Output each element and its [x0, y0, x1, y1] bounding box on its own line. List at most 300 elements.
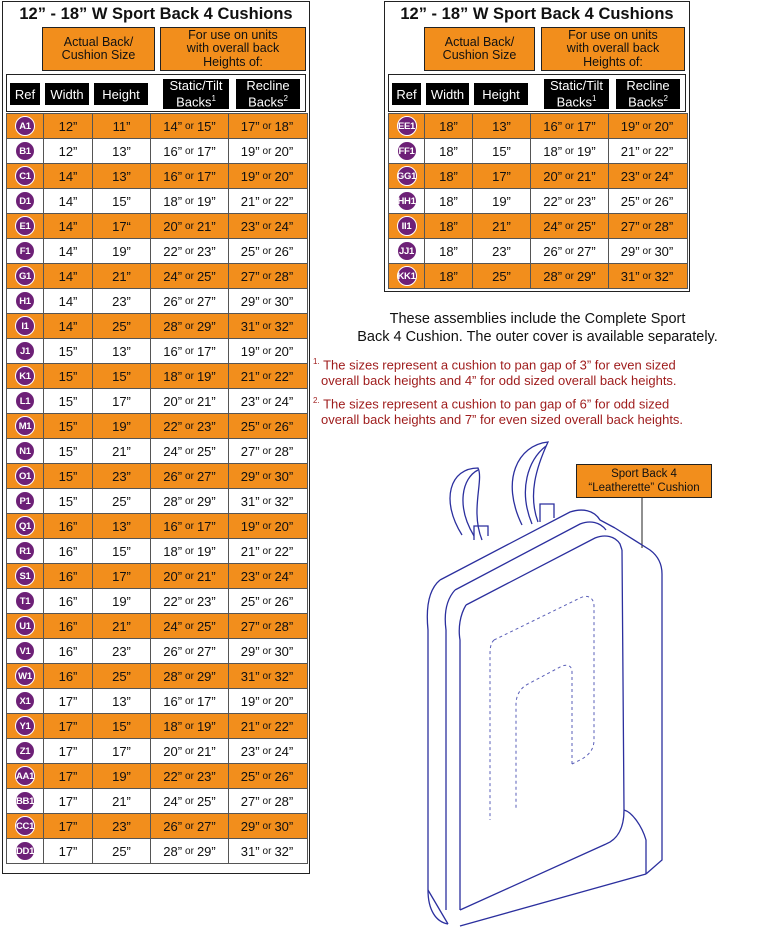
- or-word: or: [262, 420, 272, 432]
- ref-cell: [389, 239, 425, 263]
- table-row: [389, 164, 687, 189]
- static-tilt-cell-low: 22”: [543, 193, 563, 209]
- recline-cell: [229, 539, 305, 563]
- static-tilt-cell-low: 18”: [163, 368, 183, 384]
- or-word: or: [185, 145, 194, 157]
- or-word: or: [262, 670, 272, 682]
- static-tilt-cell-low: 16”: [163, 143, 183, 159]
- right-tab: [540, 504, 554, 522]
- recline-cell-high: 26”: [274, 768, 294, 784]
- recline-cell-high: 26”: [654, 193, 674, 209]
- width-cell: 17”: [44, 689, 93, 713]
- or-word: or: [642, 220, 652, 232]
- static-tilt-cell: [151, 114, 229, 138]
- or-word: or: [262, 595, 272, 607]
- recline-cell: [229, 339, 305, 363]
- or-word: or: [185, 795, 194, 807]
- width-cell: 14”: [44, 214, 93, 238]
- table-row: [7, 239, 307, 264]
- footnote-1-line: overall back heights and 4” for odd sized overall back heights.: [321, 373, 677, 389]
- left-col-recline: [236, 79, 300, 109]
- ref-badge: II1: [397, 216, 417, 236]
- table-row: [7, 314, 307, 339]
- static-tilt-cell-high: 19”: [196, 543, 216, 559]
- ref-cell: [389, 139, 425, 163]
- ref-cell: [7, 564, 44, 588]
- right-size-header: [424, 27, 535, 71]
- static-tilt-cell-high: 29”: [196, 318, 216, 334]
- recline-cell: [609, 239, 685, 263]
- recline-cell: [229, 414, 305, 438]
- or-word: or: [262, 220, 272, 232]
- ref-badge: H1: [15, 291, 35, 311]
- recline-cell: [229, 664, 305, 688]
- ref-badge: G1: [15, 266, 35, 286]
- left-table-title: 12” - 18” W Sport Back 4 Cushions: [19, 5, 293, 23]
- recline-cell-low: 27”: [240, 268, 260, 284]
- static-tilt-cell: [151, 739, 229, 763]
- recline-cell-high: 28”: [274, 443, 294, 459]
- or-word: or: [185, 820, 194, 832]
- or-word: or: [262, 295, 272, 307]
- static-tilt-cell: [151, 564, 229, 588]
- recline-cell-low: 19”: [620, 118, 640, 134]
- ref-badge: J1: [15, 341, 35, 361]
- recline-cell-high: 26”: [274, 593, 294, 609]
- static-tilt-cell-low: 18”: [543, 143, 563, 159]
- static-tilt-cell: [151, 489, 229, 513]
- static-tilt-cell-high: 23”: [196, 768, 216, 784]
- recline-cell-low: 25”: [240, 243, 260, 259]
- ref-badge: U1: [15, 616, 35, 636]
- static-tilt-cell-high: 17”: [196, 143, 216, 159]
- static-tilt-cell: [531, 189, 609, 213]
- recline-cell-low: 31”: [240, 493, 260, 509]
- or-word: or: [185, 670, 194, 682]
- ref-cell: [7, 739, 44, 763]
- right-strap: [512, 442, 548, 525]
- or-word: or: [185, 220, 194, 232]
- recline-cell: [229, 139, 305, 163]
- table-row: [7, 364, 307, 389]
- recline-cell: [609, 164, 685, 188]
- ref-cell: [389, 189, 425, 213]
- static-tilt-cell-high: 23”: [196, 593, 216, 609]
- recline-cell: [229, 764, 305, 788]
- ref-cell: [7, 139, 44, 163]
- width-cell: 16”: [44, 589, 93, 613]
- recline-cell-high: 30”: [274, 643, 294, 659]
- table-row: [7, 714, 307, 739]
- cushion-bottom-right-corner: [624, 810, 646, 874]
- recline-cell-high: 24”: [274, 218, 294, 234]
- or-word: or: [185, 195, 194, 207]
- static-tilt-cell-low: 22”: [163, 593, 183, 609]
- static-tilt-cell: [151, 439, 229, 463]
- height-cell: 15”: [93, 539, 151, 563]
- ref-badge: I1: [15, 316, 35, 336]
- width-cell: 16”: [44, 614, 93, 638]
- static-tilt-cell-high: 19”: [196, 718, 216, 734]
- footnote-2: [313, 393, 762, 428]
- static-tilt-cell-high: 25”: [196, 618, 216, 634]
- static-tilt-cell-high: 21”: [576, 168, 596, 184]
- or-word: or: [185, 595, 194, 607]
- static-tilt-cell-low: 22”: [163, 418, 183, 434]
- static-tilt-cell-high: 19”: [576, 143, 596, 159]
- recline-cell: [229, 214, 305, 238]
- static-tilt-cell-low: 24”: [163, 618, 183, 634]
- static-tilt-cell-low: 24”: [163, 443, 183, 459]
- right-table-title: 12” - 18” W Sport Back 4 Cushions: [400, 5, 674, 23]
- height-cell: 21”: [93, 789, 151, 813]
- footnote-mark-1: 1: [211, 94, 216, 104]
- or-word: or: [185, 295, 194, 307]
- width-cell: 15”: [44, 389, 93, 413]
- recline-cell-low: 23”: [240, 743, 260, 759]
- width-cell: 17”: [44, 814, 93, 838]
- ref-badge: CC1: [15, 816, 35, 836]
- static-tilt-cell-high: 25”: [576, 218, 596, 234]
- col-recline-word: Backs: [248, 94, 284, 110]
- static-tilt-cell-low: 16”: [163, 693, 183, 709]
- height-cell: 13”: [93, 339, 151, 363]
- ref-badge: L1: [15, 391, 35, 411]
- or-word: or: [262, 820, 272, 832]
- ref-cell: [7, 614, 44, 638]
- footnote-1: [313, 354, 762, 389]
- or-word: or: [185, 120, 194, 132]
- recline-cell: [609, 139, 685, 163]
- height-cell: 23”: [93, 639, 151, 663]
- table-row: [7, 689, 307, 714]
- ref-badge: B1: [15, 141, 35, 161]
- recline-cell-high: 20”: [274, 343, 294, 359]
- recline-cell: [229, 264, 305, 288]
- static-tilt-cell-high: 23”: [196, 243, 216, 259]
- recline-cell-high: 28”: [274, 793, 294, 809]
- recline-cell: [229, 189, 305, 213]
- static-tilt-cell-low: 16”: [163, 168, 183, 184]
- or-word: or: [185, 695, 194, 707]
- ref-cell: [7, 239, 44, 263]
- width-cell: 17”: [44, 839, 93, 863]
- recline-cell-high: 28”: [654, 218, 674, 234]
- right-col-width: Width: [426, 83, 469, 105]
- ref-badge: O1: [15, 466, 35, 486]
- ref-badge: GG1: [397, 166, 417, 186]
- or-word: or: [185, 370, 194, 382]
- static-tilt-cell-high: 25”: [196, 793, 216, 809]
- recline-cell-low: 25”: [620, 193, 640, 209]
- width-cell: 17”: [44, 739, 93, 763]
- width-cell: 18”: [425, 189, 473, 213]
- or-word: or: [642, 145, 652, 157]
- recline-cell: [229, 489, 305, 513]
- height-cell: 13”: [93, 139, 151, 163]
- recline-cell-low: 19”: [240, 518, 260, 534]
- footnote-mark-2: 2: [283, 94, 288, 104]
- ref-badge: KK1: [397, 266, 417, 286]
- recline-cell-low: 21”: [240, 193, 260, 209]
- or-word: or: [262, 745, 272, 757]
- height-cell: 17”: [93, 564, 151, 588]
- height-cell: 23”: [93, 464, 151, 488]
- size-header-line: Cushion Size: [442, 48, 517, 62]
- use-header-line: For use on units: [188, 27, 278, 42]
- recline-cell-low: 23”: [240, 568, 260, 584]
- static-tilt-cell: [151, 339, 229, 363]
- height-cell: 21”: [473, 214, 531, 238]
- recline-cell-high: 22”: [274, 368, 294, 384]
- or-word: or: [262, 495, 272, 507]
- ref-cell: [7, 764, 44, 788]
- static-tilt-cell-low: 28”: [543, 268, 563, 284]
- recline-cell: [229, 114, 305, 138]
- ref-cell: [7, 489, 44, 513]
- static-tilt-cell: [151, 764, 229, 788]
- static-tilt-cell-high: 29”: [196, 493, 216, 509]
- static-tilt-cell-high: 27”: [196, 818, 216, 834]
- table-row: [7, 289, 307, 314]
- left-cushion-table: [2, 1, 310, 874]
- height-cell: 17“: [93, 214, 151, 238]
- recline-cell: [229, 839, 305, 863]
- ref-cell: [7, 539, 44, 563]
- static-tilt-cell: [531, 214, 609, 238]
- footnote-2-line: The sizes represent a cushion to pan gap of 6” for odd sized: [323, 396, 670, 412]
- height-cell: 19”: [93, 589, 151, 613]
- table-row: [389, 264, 687, 289]
- table-row: [7, 464, 307, 489]
- col-static-word: Backs: [176, 94, 212, 110]
- footnote-2-mark: 2.: [313, 396, 320, 405]
- right-table-body: [388, 113, 688, 289]
- table-row: [7, 489, 307, 514]
- width-cell: 14”: [44, 189, 93, 213]
- recline-cell-high: 18”: [274, 118, 294, 134]
- recline-cell: [229, 789, 305, 813]
- left-use-header: [160, 27, 306, 71]
- recline-cell-low: 19”: [240, 143, 260, 159]
- static-tilt-cell-low: 20”: [543, 168, 563, 184]
- static-tilt-cell-low: 24”: [163, 793, 183, 809]
- ref-cell: [7, 639, 44, 663]
- static-tilt-cell-low: 20”: [163, 743, 183, 759]
- recline-cell-high: 28”: [274, 268, 294, 284]
- or-word: or: [185, 395, 194, 407]
- recline-cell-low: 25”: [240, 418, 260, 434]
- ref-badge: DD1: [15, 841, 35, 861]
- recline-cell-high: 24”: [274, 393, 294, 409]
- use-header-line: with overall back: [566, 41, 660, 56]
- height-cell: 13”: [473, 114, 531, 138]
- recline-cell-low: 31”: [240, 843, 260, 859]
- height-cell: 19”: [93, 764, 151, 788]
- recline-cell-low: 25”: [240, 768, 260, 784]
- table-row: [389, 114, 687, 139]
- left-size-header: [42, 27, 155, 71]
- recline-cell: [229, 739, 305, 763]
- static-tilt-cell: [531, 264, 609, 288]
- callout-line: “Leatherette” Cushion: [588, 482, 700, 494]
- table-row: [389, 189, 687, 214]
- table-row: [7, 189, 307, 214]
- right-col-recline: [616, 79, 680, 109]
- or-word: or: [262, 245, 272, 257]
- or-word: or: [262, 570, 272, 582]
- or-word: or: [185, 520, 194, 532]
- width-cell: 17”: [44, 714, 93, 738]
- or-word: or: [185, 770, 194, 782]
- or-word: or: [262, 845, 272, 857]
- static-tilt-cell-high: 17”: [196, 518, 216, 534]
- recline-cell-low: 21”: [240, 543, 260, 559]
- ref-badge: P1: [15, 491, 35, 511]
- recline-cell: [609, 214, 685, 238]
- ref-cell: [389, 114, 425, 138]
- width-cell: 14”: [44, 239, 93, 263]
- recline-cell-high: 30”: [274, 293, 294, 309]
- table-row: [7, 514, 307, 539]
- ref-cell: [7, 514, 44, 538]
- recline-cell-high: 20”: [274, 168, 294, 184]
- cushion-left-inner: [445, 590, 455, 910]
- table-row: [7, 789, 307, 814]
- or-word: or: [262, 620, 272, 632]
- width-cell: 14”: [44, 289, 93, 313]
- static-tilt-cell-high: 27”: [196, 643, 216, 659]
- or-word: or: [185, 720, 194, 732]
- or-word: or: [565, 245, 574, 257]
- height-cell: 21”: [93, 264, 151, 288]
- width-cell: 14”: [44, 264, 93, 288]
- static-tilt-cell-low: 24”: [163, 268, 183, 284]
- table-row: [7, 664, 307, 689]
- static-tilt-cell: [151, 839, 229, 863]
- width-cell: 12”: [44, 139, 93, 163]
- recline-cell: [609, 114, 685, 138]
- footnote-mark-1: 1: [591, 94, 597, 104]
- ref-cell: [7, 314, 44, 338]
- table-row: [7, 764, 307, 789]
- table-row: [7, 389, 307, 414]
- static-tilt-cell: [151, 714, 229, 738]
- recline-cell-low: 19”: [240, 343, 260, 359]
- or-word: or: [262, 320, 272, 332]
- recline-cell-low: 17”: [240, 118, 260, 134]
- width-cell: 12”: [44, 114, 93, 138]
- size-header-line: Actual Back/: [444, 34, 515, 49]
- ref-badge: K1: [15, 366, 35, 386]
- left-col-height: Height: [94, 83, 148, 105]
- or-word: or: [565, 220, 574, 232]
- static-tilt-cell-high: 23”: [576, 193, 596, 209]
- height-cell: 13”: [93, 164, 151, 188]
- recline-cell-high: 22”: [274, 193, 294, 209]
- table-row: [7, 439, 307, 464]
- size-header-line: Cushion Size: [61, 48, 136, 62]
- recline-cell-low: 29”: [240, 643, 260, 659]
- static-tilt-cell: [531, 114, 609, 138]
- static-tilt-cell-high: 29”: [196, 668, 216, 684]
- static-tilt-cell-low: 14”: [163, 118, 183, 134]
- static-tilt-cell-high: 21”: [196, 218, 216, 234]
- right-col-static-tilt: [544, 79, 609, 109]
- ref-cell: [7, 214, 44, 238]
- height-cell: 15”: [93, 364, 151, 388]
- or-word: or: [262, 370, 272, 382]
- ref-badge: N1: [15, 441, 35, 461]
- use-header-line: Heights of:: [583, 54, 643, 69]
- table-row: [7, 414, 307, 439]
- footnote-2-line: overall back heights and 7” for even sized overall back heights.: [321, 412, 684, 428]
- recline-cell: [229, 439, 305, 463]
- table-row: [389, 214, 687, 239]
- height-cell: 15”: [93, 189, 151, 213]
- recline-cell-low: 23”: [620, 168, 640, 184]
- or-word: or: [185, 570, 194, 582]
- table-row: [7, 164, 307, 189]
- or-word: or: [185, 320, 194, 332]
- or-word: or: [565, 170, 574, 182]
- static-tilt-cell: [151, 464, 229, 488]
- static-tilt-cell: [151, 614, 229, 638]
- recline-cell-high: 20”: [274, 143, 294, 159]
- static-tilt-cell: [151, 789, 229, 813]
- ref-badge: E1: [15, 216, 35, 236]
- or-word: or: [262, 795, 272, 807]
- height-cell: 23”: [473, 239, 531, 263]
- cushion-bottom-edge: [460, 844, 606, 910]
- or-word: or: [642, 170, 652, 182]
- or-word: or: [185, 620, 194, 632]
- ref-cell: [7, 464, 44, 488]
- ref-badge: C1: [15, 166, 35, 186]
- width-cell: 17”: [44, 789, 93, 813]
- static-tilt-cell-high: 17”: [196, 693, 216, 709]
- recline-cell-low: 29”: [620, 243, 640, 259]
- recline-cell: [229, 614, 305, 638]
- height-cell: 25”: [473, 264, 531, 288]
- height-cell: 13”: [93, 514, 151, 538]
- ref-cell: [7, 164, 44, 188]
- ref-badge: Q1: [15, 516, 35, 536]
- ref-cell: [7, 714, 44, 738]
- height-cell: 21”: [93, 614, 151, 638]
- or-word: or: [262, 520, 272, 532]
- recline-cell-high: 30”: [274, 818, 294, 834]
- width-cell: 18”: [425, 114, 473, 138]
- cushion-bottom-back-edge: [460, 874, 646, 926]
- ref-badge: BB1: [15, 791, 35, 811]
- or-word: or: [642, 245, 652, 257]
- inner-dashed-slot: [516, 665, 572, 810]
- recline-cell: [609, 189, 685, 213]
- table-row: [7, 839, 307, 864]
- or-word: or: [262, 170, 272, 182]
- table-row: [389, 239, 687, 264]
- ref-badge: Y1: [15, 716, 35, 736]
- recline-cell-high: 30”: [654, 243, 674, 259]
- recline-cell-high: 22”: [654, 143, 674, 159]
- width-cell: 15”: [44, 489, 93, 513]
- static-tilt-cell-low: 24”: [543, 218, 563, 234]
- recline-cell-high: 20”: [274, 518, 294, 534]
- width-cell: 17”: [44, 764, 93, 788]
- width-cell: 15”: [44, 464, 93, 488]
- ref-badge: V1: [15, 641, 35, 661]
